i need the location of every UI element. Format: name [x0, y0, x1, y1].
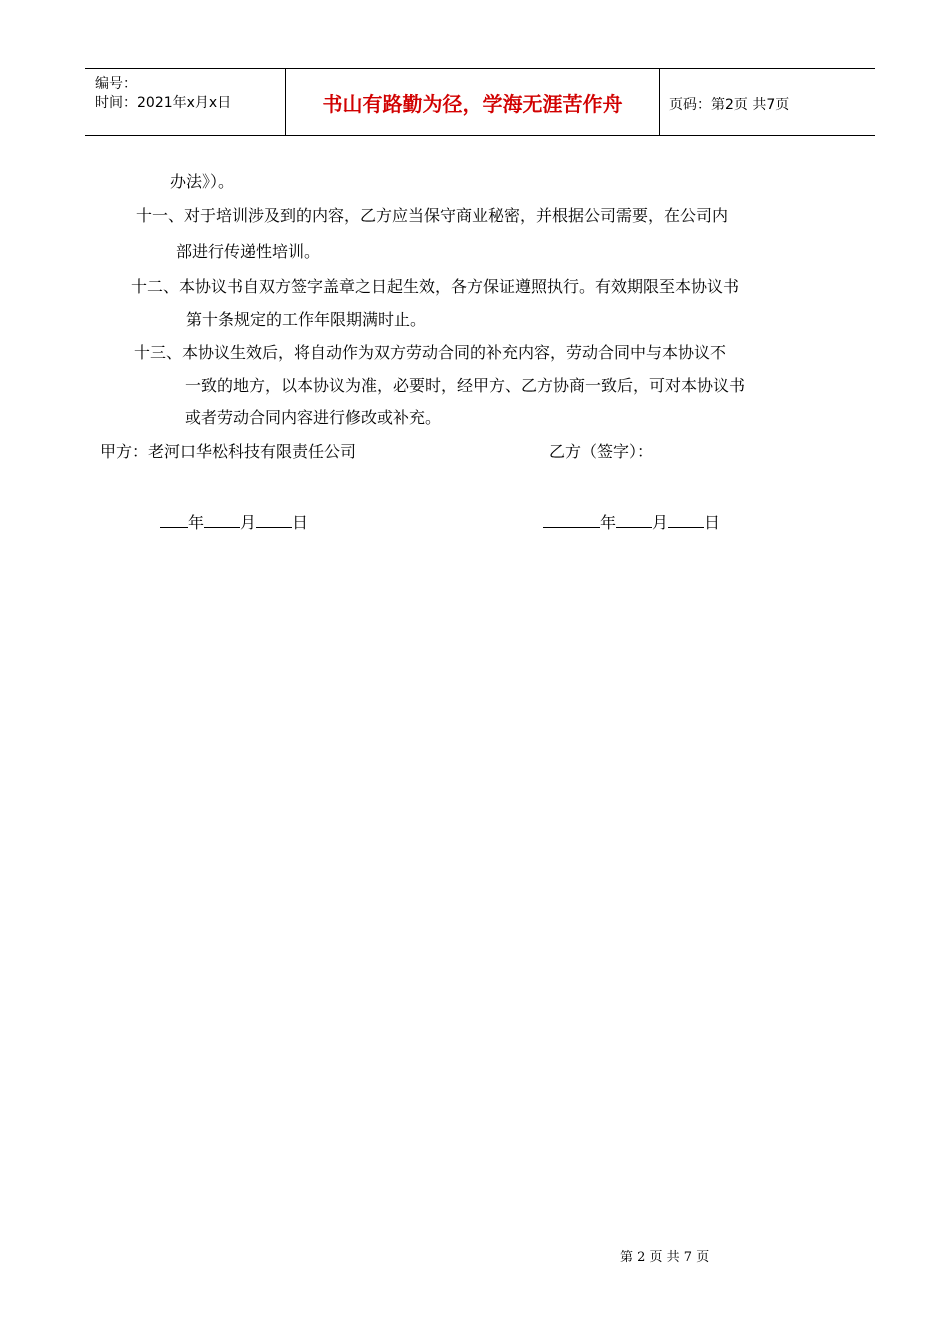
number-label: 编号：	[95, 76, 137, 92]
party-a-date	[160, 513, 308, 533]
day-blank	[256, 513, 292, 528]
page-header	[85, 68, 875, 136]
page-footer: 第 2 页 共 7 页	[620, 1250, 710, 1265]
year-blank	[160, 513, 188, 528]
day-blank	[668, 513, 704, 528]
year-blank	[543, 513, 600, 528]
clause-11-line-2: 部进行传递性培训。	[176, 242, 321, 261]
day-label: 日	[704, 513, 721, 532]
month-blank	[616, 513, 652, 528]
header-page-label: 页码：第2页 共7页	[669, 97, 790, 113]
clause-11-line-1: 十一、对于培训涉及到的内容，乙方应当保守商业秘密，并根据公司需要，在公司内	[136, 206, 729, 225]
month-label: 月	[652, 513, 669, 532]
party-b-label: 乙方（签字）：	[549, 442, 654, 461]
clause-13-line-3: 或者劳动合同内容进行修改或补充。	[185, 408, 442, 427]
time-label: 时间：2021年x月x日	[95, 95, 232, 111]
clause-12-line-1: 十二、本协议书自双方签字盖章之日起生效，各方保证遵照执行。有效期限至本协议书	[131, 277, 740, 296]
month-blank	[204, 513, 240, 528]
clause-13-line-1: 十三、本协议生效后，将自动作为双方劳动合同的补充内容，劳动合同中与本协议不	[134, 343, 727, 362]
header-meta	[85, 69, 286, 135]
clause-12-line-2: 第十条规定的工作年限期满时止。	[186, 310, 427, 329]
month-label: 月	[240, 513, 257, 532]
clause-13-line-2: 一致的地方，以本协议为准，必要时，经甲方、乙方协商一致后，可对本协议书	[185, 376, 746, 395]
party-a-label: 甲方：老河口华松科技有限责任公司	[100, 442, 357, 461]
year-label: 年	[188, 513, 205, 532]
year-label: 年	[600, 513, 617, 532]
paragraph-continuation: 办法》）。	[170, 172, 235, 191]
header-motto: 书山有路勤为径，学海无涯苦作舟	[286, 69, 660, 135]
day-label: 日	[292, 513, 309, 532]
party-b-date	[543, 513, 720, 533]
